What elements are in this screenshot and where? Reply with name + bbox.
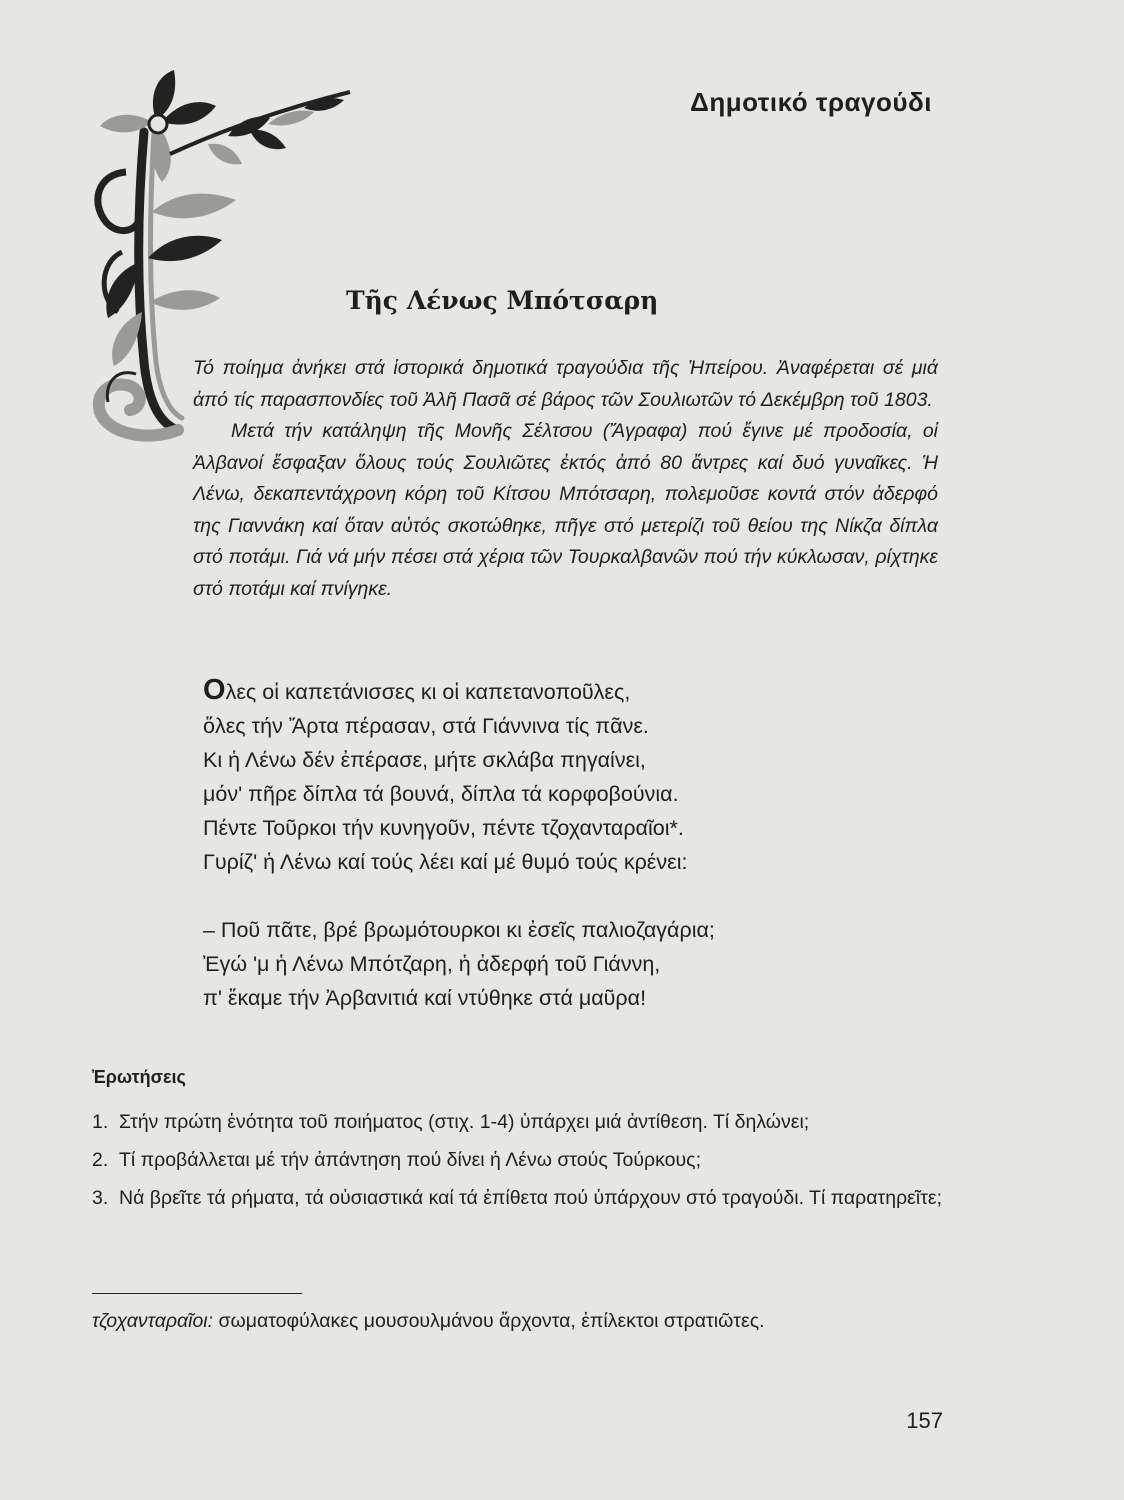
question-text: Στήν πρώτη ἑνότητα τοῦ ποιήματος (στιχ. 1-4) ὑπάρχει μιά ἀντίθεση. Τί δηλώνει; [119,1111,810,1133]
poem-line: Ολες οἱ καπετάνισσες κι οἱ καπετανοποῦλες, [203,674,631,706]
poem-title: Τῆς Λένως Μπότσαρη [346,286,659,315]
poem-line: Πέντε Τοῦρκοι τήν κυνηγοῦν, πέντε τζοχανταραῖοι*. [203,816,684,840]
poem-line: Ἐγώ 'μ ἡ Λένω Μπότζαρη, ἡ ἀδερφή τοῦ Γιάννη, [203,952,661,976]
page-number: 157 [906,1408,943,1433]
questions-heading: Ἐρωτήσεις [92,1067,186,1087]
drop-cap: Ο [203,674,226,706]
question-item [92,1183,944,1213]
footnote [92,1306,944,1336]
poem-stanza [203,673,715,879]
intro-text [193,353,938,605]
poem-line: – Ποῦ πᾶτε, βρέ βρωμότουρκοι κι ἐσεῖς παλιοζαγάρια; [203,918,715,942]
footnote-term: τζοχανταραῖοι: [92,1310,214,1332]
poem-line: ὅλες τήν Ἄρτα πέρασαν, στά Γιάννινα τίς πᾶνε. [203,714,649,738]
poem-stanza [203,913,715,1015]
poem-body [203,673,715,1049]
question-number: 3. [92,1187,109,1209]
question-text: Τί προβάλλεται μέ τήν ἀπάντηση πού δίνει ἡ Λένω στούς Τούρκους; [119,1149,701,1171]
question-item [92,1145,944,1175]
intro-paragraph: Μετά τήν κατάληψη τῆς Μονῆς Σέλτσου (Ἄγραφα) πού ἔγινε μέ προδοσία, οἱ Ἀλβανοί ἔσφαξαν ὅλους τούς Σουλιῶτες ἐκτός ἀπό 80 ἄντρες καί δυό γυναῖκες. Ἡ Λένω, δεκαπεντάχρονη κόρη τοῦ Κίτσου Μπότσαρη, πολεμοῦσε κοντά στόν ἀδερφό της Γιαννάκη καί ὅταν αὐτός σκοτώθηκε, πῆγε στό μετερίζι τοῦ θείου της Νίκζα δίπλα στό ποτάμι. Γιά νά μήν πέσει στά χέρια τῶν Τουρκαλβανῶν πού τήν κύκλωσαν, ρίχτηκε στό ποτάμι καί πνίγηκε. [193,420,938,600]
poem-line: μόν' πῆρε δίπλα τά βουνά, δίπλα τά κορφοβούνια. [203,782,679,806]
question-number: 2. [92,1149,109,1171]
questions-list [92,1107,944,1221]
footnote-definition: σωματοφύλακες μουσουλμάνου ἄρχοντα, ἐπίλεκτοι στρατιῶτες. [218,1310,765,1332]
poem-line: π' ἔκαμε τήν Ἀρβανιτιά καί ντύθηκε στά μαῦρα! [203,986,647,1010]
intro-paragraph: Τό ποίημα ἀνήκει στά ἱστορικά δημοτικά τραγούδια τῆς Ἠπείρου. Ἀναφέρεται σέ μιά ἀπό τίς παρασπονδίες τοῦ Ἀλῆ Πασᾶ σέ βάρος τῶν Σουλιωτῶν τό Δεκέμβρη τοῦ 1803. [193,357,938,411]
question-text: Νά βρεῖτε τά ρήματα, τά οὐσιαστικά καί τά ἐπίθετα πού ὑπάρχουν στό τραγούδι. Τί παρατηρεῖτε; [119,1187,943,1209]
question-item [92,1107,944,1137]
footnote-divider [92,1293,302,1294]
poem-line: Γυρίζ' ἡ Λένω καί τούς λέει καί μέ θυμό τούς κρένει: [203,850,688,874]
section-title: Δημοτικό τραγούδι [690,87,932,117]
poem-line: Κι ἡ Λένω δέν ἐπέρασε, μήτε σκλάβα πηγαίνει, [203,748,646,772]
question-number: 1. [92,1111,109,1133]
